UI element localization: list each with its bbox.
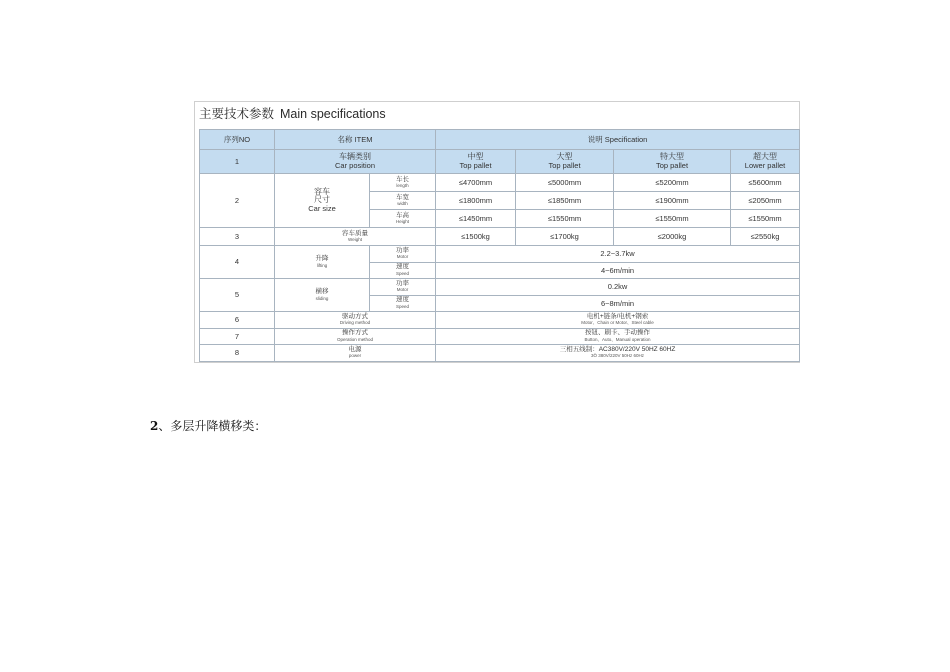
item-cn: 横移 (315, 288, 329, 295)
sub-item-cn: 速度 (396, 263, 409, 271)
value-cell: ≤2550kg (731, 228, 800, 246)
item-cell (275, 228, 436, 246)
table-row (200, 312, 800, 329)
car-type-cell (731, 150, 800, 174)
value-en: Motor、Chain or Motor、Steel cable (581, 320, 654, 326)
row-number: 7 (200, 328, 275, 345)
sub-item-cell (370, 174, 436, 192)
table-row (200, 174, 800, 192)
value-cell: 0.2kw (436, 279, 800, 296)
item-cell (275, 150, 436, 174)
value-cn: 三相五线制：AC380V/220V 50HZ 60HZ (559, 345, 676, 353)
sub-item-cn: 车宽 (396, 193, 409, 201)
row-number: 6 (200, 312, 275, 329)
table-header-row (200, 130, 800, 150)
car-type-cell (614, 150, 731, 174)
sub-item-en: Motor (396, 254, 409, 260)
row-number: 5 (200, 279, 275, 312)
value-cell: ≤1550mm (731, 210, 800, 228)
value-cell (436, 345, 800, 362)
sub-item-cell (370, 210, 436, 228)
value-cell: ≤1500kg (436, 228, 516, 246)
car-type-cn: 中型 (467, 152, 484, 162)
item-en: Operation method (336, 336, 374, 342)
table-row (200, 150, 800, 174)
item-cn: 车辆类别 (339, 152, 371, 162)
value-cn: 按钮、刷卡、手动操作 (585, 329, 651, 337)
sub-item-cn: 车高 (396, 211, 409, 219)
value-en: 3Ö 380V/220V 50Hz 60Hz (591, 353, 645, 359)
header-no: 序列NO (200, 130, 275, 150)
spec-table-image (194, 101, 800, 363)
car-type-cell (436, 150, 516, 174)
row-number: 2 (200, 174, 275, 228)
item-cn: 升降 (315, 255, 329, 262)
item-cell (275, 246, 370, 279)
table-row (200, 228, 800, 246)
item-en: Car size (308, 204, 336, 214)
sub-item-en: Height (395, 219, 409, 224)
value-cell: ≤1800mm (436, 192, 516, 210)
sub-item-cell (370, 295, 436, 312)
item-en: lifting (316, 262, 328, 268)
sub-item-cn: 功率 (396, 246, 409, 254)
item-cell (275, 328, 436, 345)
table-row (200, 279, 800, 296)
table-row (200, 345, 800, 362)
sub-item-cn: 功率 (396, 279, 409, 287)
item-cell (275, 312, 436, 329)
spec-title-cn: 主要技术参数 (199, 106, 275, 121)
item-en: sliding (315, 295, 329, 301)
item-en: Weight (348, 237, 362, 242)
car-type-en: Top pallet (459, 161, 492, 171)
header-spec: 说明 Specification (436, 130, 800, 150)
car-type-cn: 超大型 (753, 152, 778, 162)
sub-item-en: Motor (396, 287, 409, 293)
car-type-en: Top pallet (548, 161, 581, 171)
item-en: power (348, 353, 362, 359)
sub-item-cell (370, 246, 436, 263)
item-cn: 尺寸 (314, 195, 330, 205)
value-cell: ≤2050mm (731, 192, 800, 210)
item-cell (275, 279, 370, 312)
value-cell: ≤1900mm (614, 192, 731, 210)
car-type-en: Lower pallet (744, 161, 786, 171)
value-cell: 6~8m/min (436, 295, 800, 312)
sub-item-cn: 速度 (396, 296, 409, 304)
row-number: 8 (200, 345, 275, 362)
car-type-cn: 大型 (556, 152, 573, 162)
section-heading (150, 417, 266, 434)
item-cn: 驱动方式 (342, 312, 368, 320)
item-cell (275, 174, 370, 228)
spec-title-en: Main specifications (280, 107, 386, 121)
item-cell (275, 345, 436, 362)
car-type-en: Top pallet (655, 161, 689, 171)
sub-item-en: length (396, 183, 409, 188)
sub-item-en: width (397, 201, 408, 206)
value-cell (436, 312, 800, 329)
item-cn: 容车质量 (342, 229, 368, 237)
item-cn: 容车 (314, 187, 330, 197)
car-type-cn: 特大型 (660, 152, 684, 162)
value-cell: ≤1550mm (614, 210, 731, 228)
value-cell: ≤5200mm (614, 174, 731, 192)
value-cell: ≤4700mm (436, 174, 516, 192)
value-cn: 电机+链条/电机+钢索 (586, 312, 649, 320)
value-cell: ≤2000kg (614, 228, 731, 246)
row-number: 1 (200, 150, 275, 174)
value-cell: 2.2~3.7kw (436, 246, 800, 263)
spec-table (199, 129, 800, 362)
value-cell (436, 328, 800, 345)
sub-item-cell (370, 262, 436, 279)
table-row (200, 246, 800, 263)
header-item: 名称 ITEM (275, 130, 436, 150)
sub-item-en: Speed (395, 270, 409, 276)
value-cell: ≤1550mm (516, 210, 614, 228)
item-en: Driving method (339, 320, 371, 326)
sub-item-cell (370, 279, 436, 296)
value-cell: ≤5600mm (731, 174, 800, 192)
value-cell: ≤1850mm (516, 192, 614, 210)
sub-item-cell (370, 192, 436, 210)
item-cn: 电源 (348, 345, 362, 353)
item-en: Car position (334, 161, 376, 171)
value-en: Button、Auto、Manual operation (584, 336, 651, 342)
row-number: 3 (200, 228, 275, 246)
item-cn: 操作方式 (342, 329, 368, 337)
value-cell: ≤5000mm (516, 174, 614, 192)
value-cell: ≤1450mm (436, 210, 516, 228)
sub-item-cn: 车长 (396, 175, 409, 183)
row-number: 4 (200, 246, 275, 279)
section-number: 2 (150, 419, 159, 433)
sub-item-en: Speed (395, 303, 409, 309)
car-type-cell (516, 150, 614, 174)
spec-table-title (199, 104, 386, 122)
section-title: 、多层升降横移类： (158, 419, 267, 433)
value-cell: 4~6m/min (436, 262, 800, 279)
table-row (200, 328, 800, 345)
value-cell: ≤1700kg (516, 228, 614, 246)
